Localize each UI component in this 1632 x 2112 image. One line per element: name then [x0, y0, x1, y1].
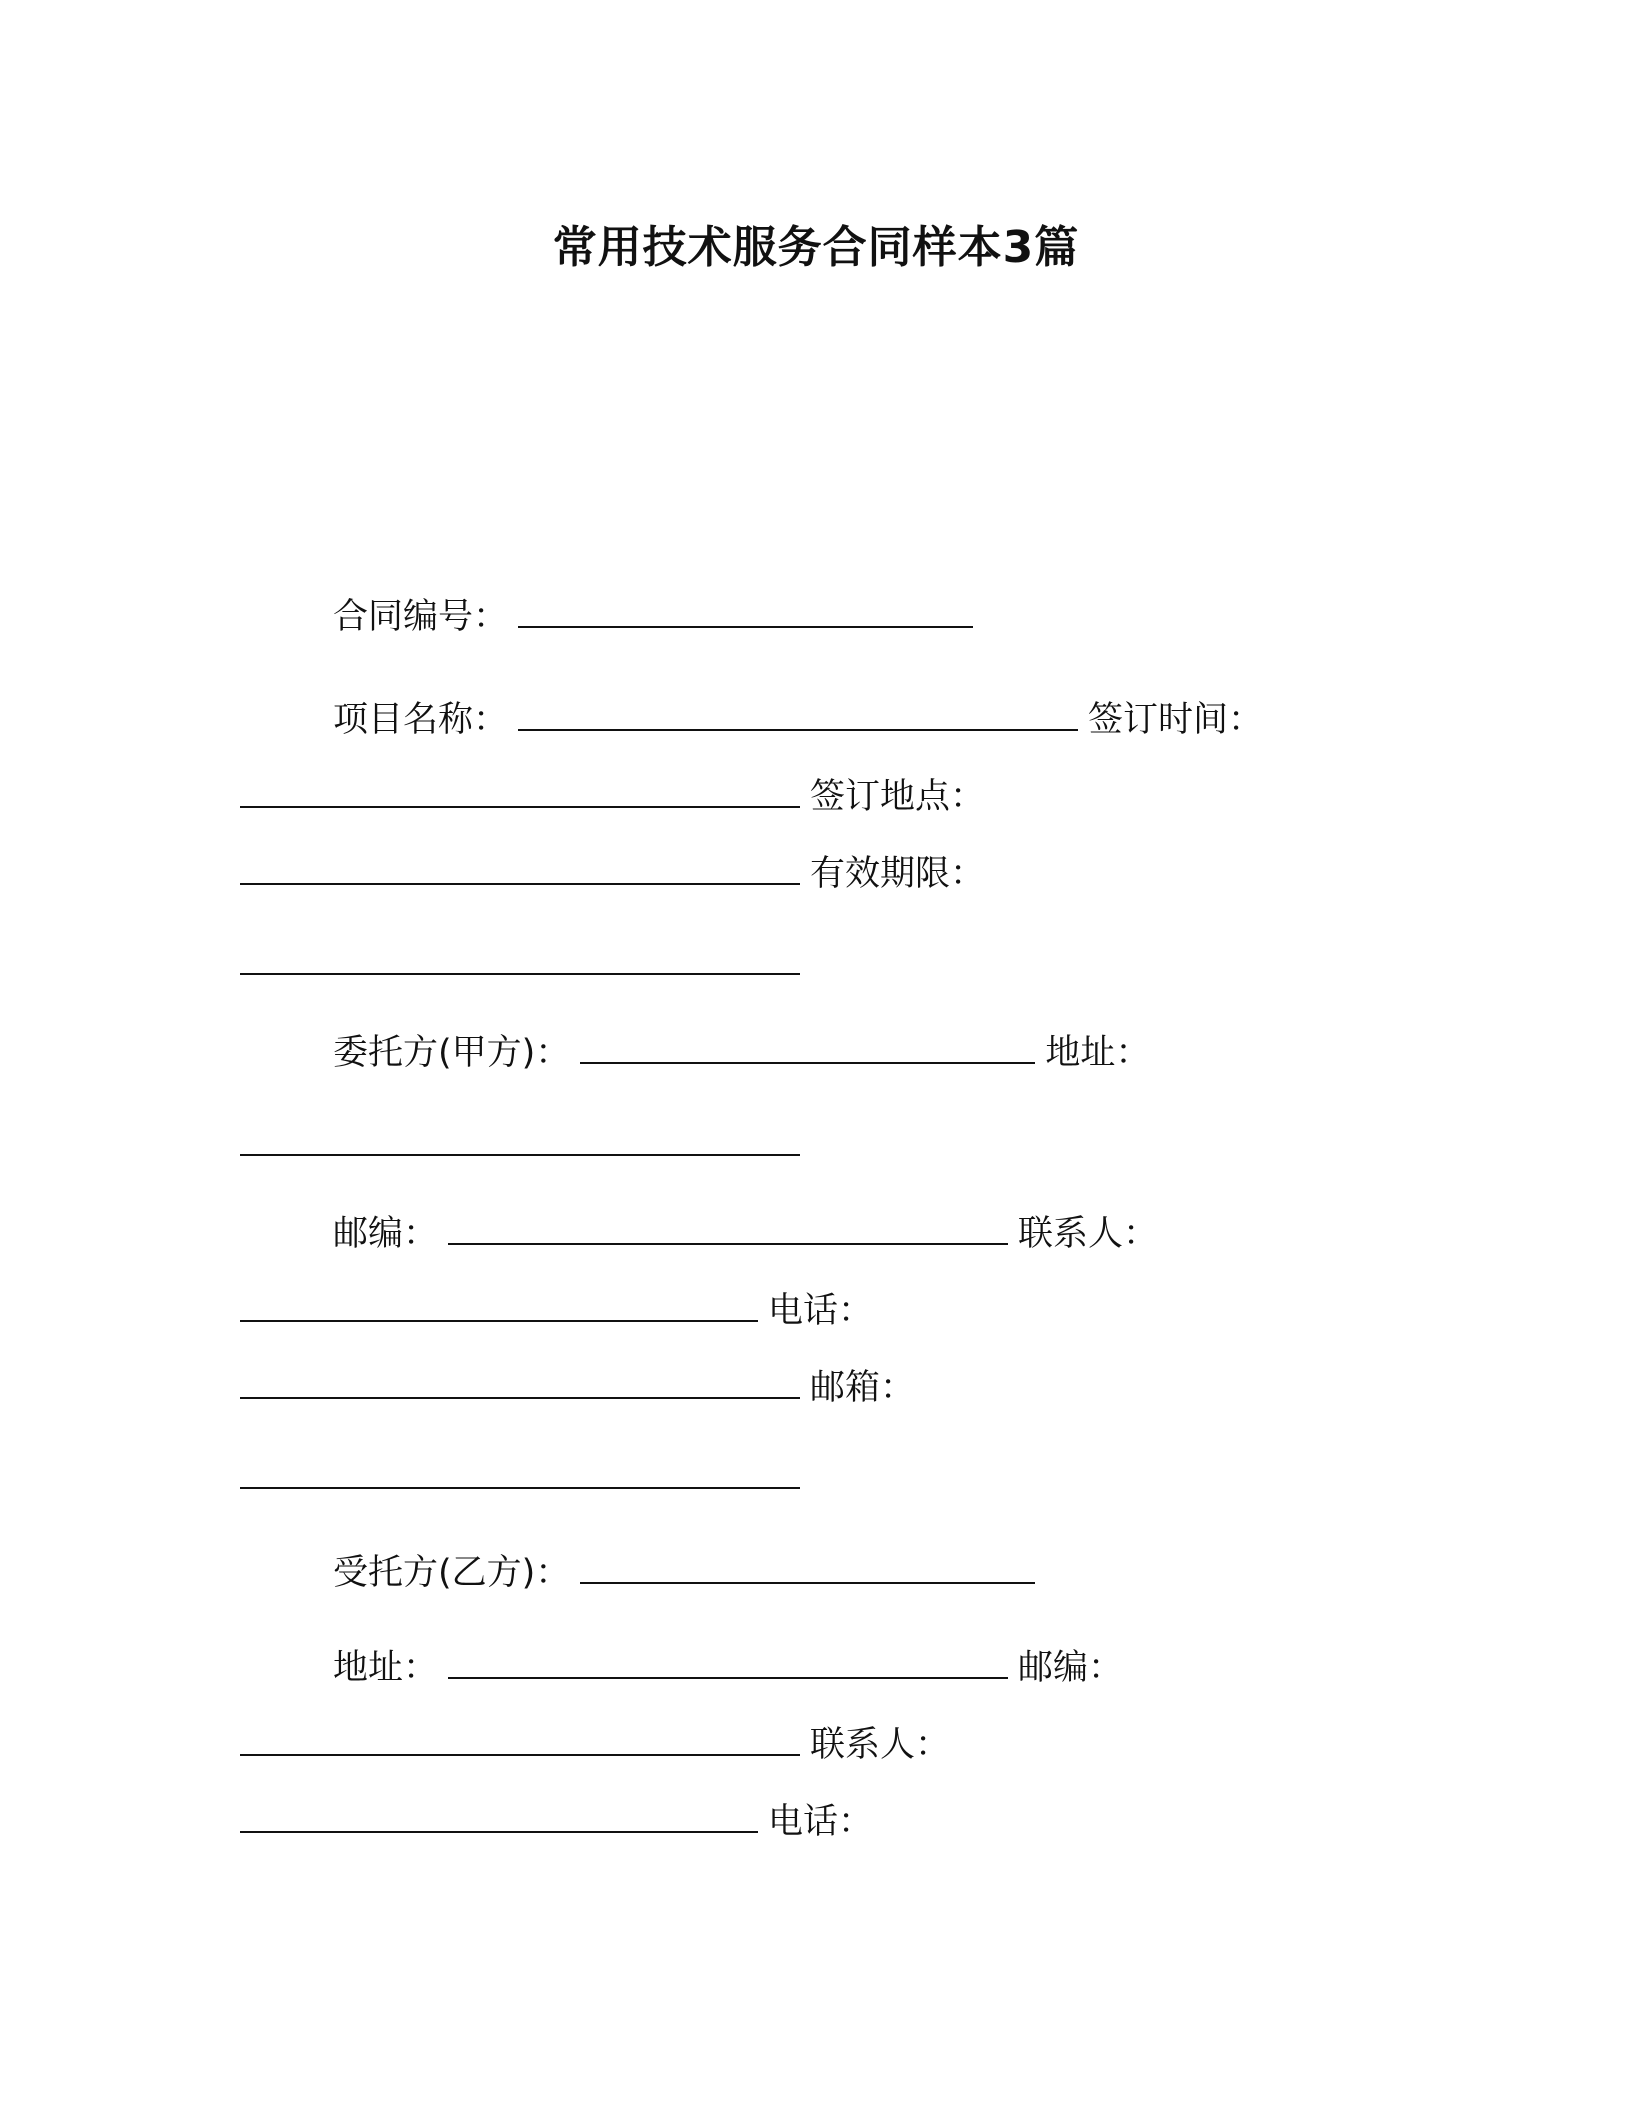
client-contact-blank[interactable]	[240, 1292, 758, 1322]
sign-time-label: 签订时间：	[1088, 700, 1264, 740]
sign-place-label: 签订地点：	[810, 777, 986, 817]
valid-period-row	[240, 850, 985, 898]
client-email-row	[240, 1364, 915, 1412]
trustee-address-row	[333, 1644, 1123, 1692]
project-name-row	[333, 696, 1263, 744]
project-name-blank[interactable]	[518, 701, 1078, 731]
client-email-blank-row	[240, 1454, 800, 1502]
client-row	[333, 1029, 1150, 1077]
project-name-label: 项目名称：	[333, 700, 509, 740]
sign-place-row	[240, 773, 985, 821]
client-phone-blank[interactable]	[240, 1369, 800, 1399]
valid-period-blank[interactable]	[240, 945, 800, 975]
trustee-address-label: 地址：	[333, 1648, 439, 1688]
contract-no-label: 合同编号：	[333, 597, 509, 637]
client-contact-label: 联系人：	[1018, 1214, 1159, 1254]
trustee-postcode-label: 邮编：	[1018, 1648, 1124, 1688]
sign-time-blank[interactable]	[240, 778, 800, 808]
client-phone-label: 电话：	[768, 1291, 874, 1331]
trustee-blank[interactable]	[580, 1554, 1035, 1584]
document-title: 常用技术服务合同样本3篇	[552, 222, 1080, 273]
valid-period-label: 有效期限：	[810, 854, 986, 894]
sign-place-blank[interactable]	[240, 855, 800, 885]
trustee-phone-label: 电话：	[768, 1802, 874, 1842]
trustee-label: 受托方(乙方)：	[333, 1553, 571, 1593]
contract-no-blank[interactable]	[518, 598, 973, 628]
trustee-contact-blank[interactable]	[240, 1803, 758, 1833]
trustee-postcode-blank[interactable]	[240, 1726, 800, 1756]
client-phone-row	[240, 1287, 873, 1335]
trustee-contact-row	[240, 1721, 950, 1769]
trustee-contact-label: 联系人：	[810, 1725, 951, 1765]
contract-no-row	[333, 593, 973, 641]
client-address-label: 地址：	[1045, 1033, 1151, 1073]
trustee-row	[333, 1549, 1035, 1597]
trustee-address-blank[interactable]	[448, 1649, 1008, 1679]
trustee-phone-row	[240, 1798, 873, 1846]
client-address-blank[interactable]	[240, 1126, 800, 1156]
client-label: 委托方(甲方)：	[333, 1033, 571, 1073]
client-email-blank[interactable]	[240, 1459, 800, 1489]
client-postcode-blank[interactable]	[448, 1215, 1008, 1245]
client-postcode-row	[333, 1210, 1158, 1258]
client-address-blank-row	[240, 1121, 800, 1169]
client-postcode-label: 邮编：	[333, 1214, 439, 1254]
client-blank[interactable]	[580, 1034, 1035, 1064]
client-email-label: 邮箱：	[810, 1368, 916, 1408]
valid-period-blank-row	[240, 940, 800, 988]
